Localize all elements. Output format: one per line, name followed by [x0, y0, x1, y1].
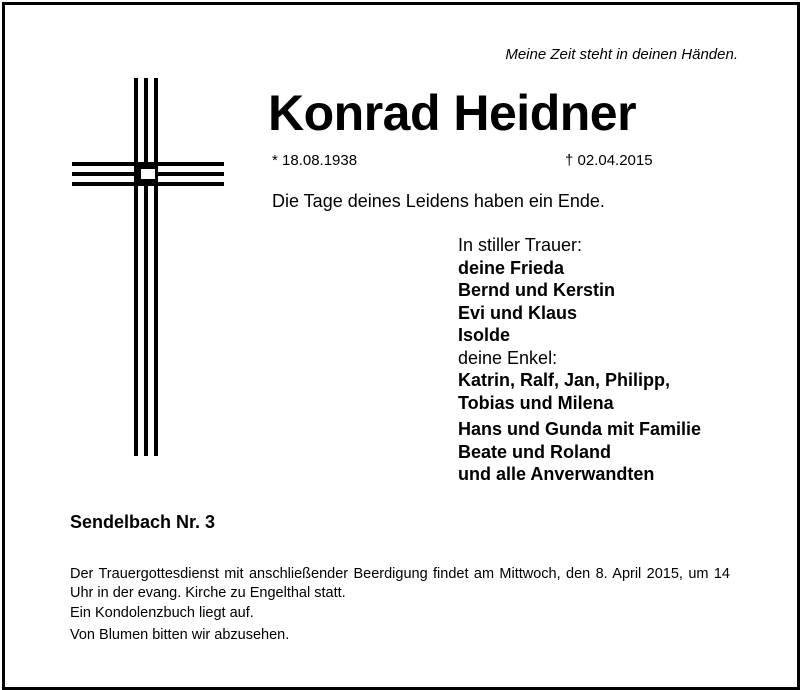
cross-icon — [72, 78, 224, 456]
death-date: † 02.04.2015 — [565, 152, 653, 169]
condolence-book-note: Ein Kondolenzbuch liegt auf. — [70, 605, 254, 621]
address-text: Sendelbach Nr. 3 — [70, 512, 216, 532]
mourners-intro: In stiller Trauer: — [458, 235, 583, 255]
mourner-isolde: Isolde — [458, 325, 511, 345]
grandchildren-line-2: Tobias und Milena — [458, 392, 614, 413]
mourner-frieda: deine Frieda — [458, 257, 565, 278]
motto-text: Meine Zeit steht in deinen Händen. — [505, 46, 738, 63]
mourner-relatives: und alle Anverwandten — [458, 464, 655, 484]
mourner-bernd-kerstin: Bernd und Kerstin — [458, 280, 616, 300]
birth-date: * 18.08.1938 — [272, 152, 358, 169]
grandchildren-line-1: Katrin, Ralf, Jan, Philipp, — [458, 370, 671, 390]
mourner-beate-roland: Beate und Roland — [458, 441, 612, 462]
deceased-name: Konrad Heidner — [268, 85, 637, 141]
flowers-note: Von Blumen bitten wir abzusehen. — [70, 627, 290, 643]
quote-text: Die Tage deines Leidens haben ein Ende. — [272, 191, 605, 211]
mourner-hans-gunda: Hans und Gunda mit Familie — [458, 419, 702, 439]
funeral-notice: Der Trauergottesdienst mit anschließender Beerdigung findet am Mittwoch, den 8. April 2015, um 14 Uhr in der evang. Kirche zu Engelthal statt. — [70, 566, 730, 601]
mourners-list — [458, 234, 701, 486]
mourner-evi-klaus: Evi und Klaus — [458, 302, 578, 323]
grandchildren-label: deine Enkel: — [458, 347, 558, 368]
